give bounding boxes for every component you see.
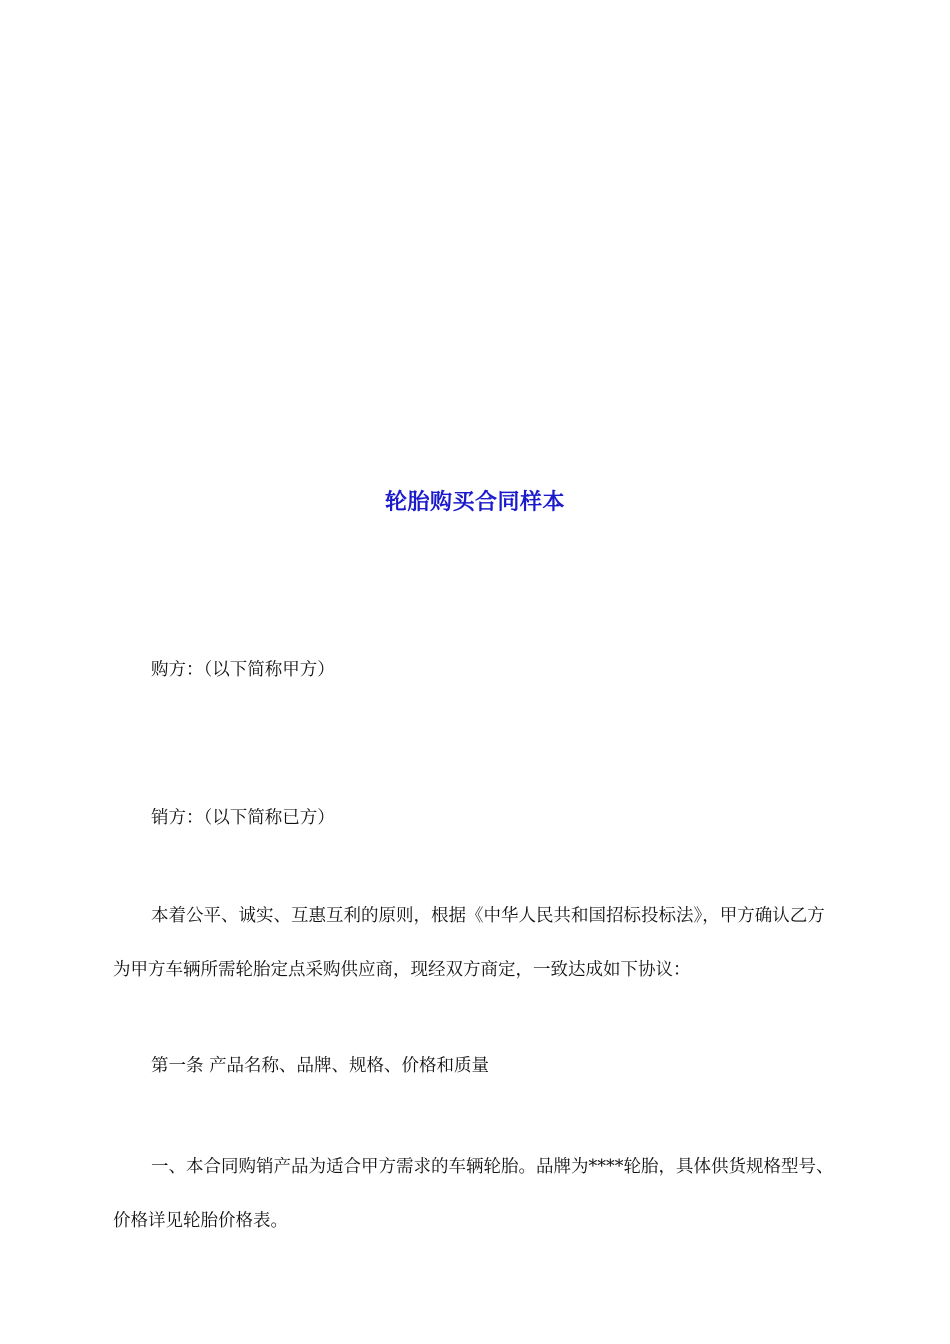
- article-1-item-1: 一、本合同购销产品为适合甲方需求的车辆轮胎。品牌为****轮胎，具体供货规格型号、价格详见轮胎价格表。: [113, 1157, 834, 1231]
- intro-paragraph: 本着公平、诚实、互惠互利的原则，根据《中华人民共和国招标投标法》，甲方确认乙方为甲方车辆所需轮胎定点采购供应商，现经双方商定，一致达成如下协议：: [113, 906, 825, 980]
- document-title: 轮胎购买合同样本: [384, 490, 565, 515]
- article-1-heading: 第一条 产品名称、品牌、规格、价格和质量: [151, 1056, 490, 1076]
- buyer-line: 购方：（以下简称甲方）: [151, 660, 335, 680]
- seller-line: 销方：（以下简称已方）: [151, 808, 335, 828]
